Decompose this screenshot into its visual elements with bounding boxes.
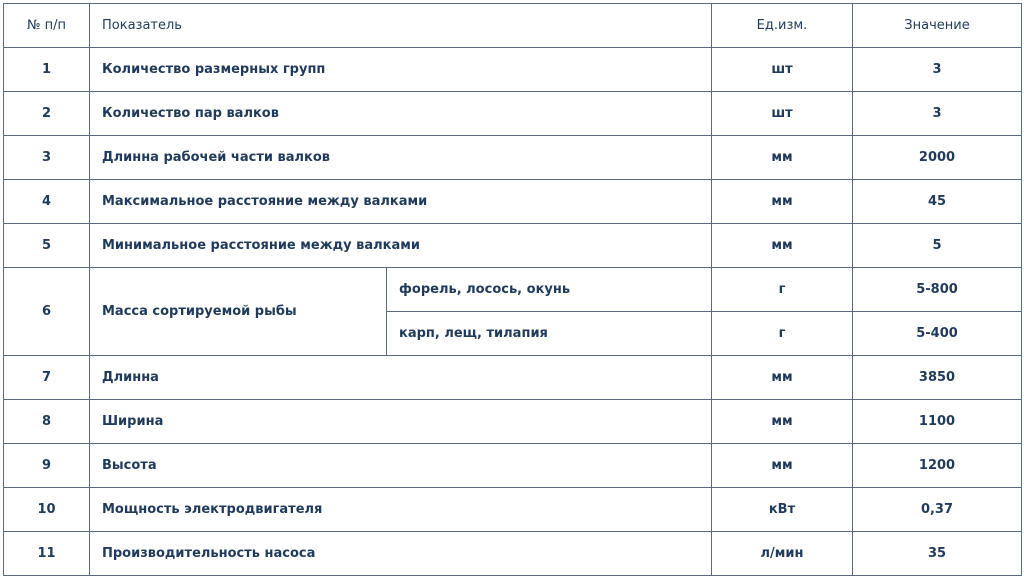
- row-value: 35: [853, 532, 1022, 576]
- row-parameter: Ширина: [90, 400, 712, 444]
- row-number: 2: [4, 92, 90, 136]
- row-value: 5: [853, 224, 1022, 268]
- header-parameter: Показатель: [90, 4, 712, 48]
- row-number: 3: [4, 136, 90, 180]
- table-row: [4, 180, 1022, 224]
- row-parameter: Производительность насоса: [90, 532, 712, 576]
- row-parameter: Количество пар валков: [90, 92, 712, 136]
- row-value: 2000: [853, 136, 1022, 180]
- row-unit: г: [712, 312, 853, 356]
- row-unit: шт: [712, 48, 853, 92]
- row-unit: мм: [712, 180, 853, 224]
- row-number: 10: [4, 488, 90, 532]
- row-value: 3: [853, 48, 1022, 92]
- row-unit: мм: [712, 356, 853, 400]
- row-value: 0,37: [853, 488, 1022, 532]
- specifications-table: [3, 3, 1022, 576]
- table-row: [4, 356, 1022, 400]
- row-value: 5-400: [853, 312, 1022, 356]
- row-unit: мм: [712, 444, 853, 488]
- row-unit: мм: [712, 224, 853, 268]
- table-row: [4, 136, 1022, 180]
- row-parameter: Мощность электродвигателя: [90, 488, 712, 532]
- row-unit: мм: [712, 136, 853, 180]
- row-number: 6: [4, 268, 90, 356]
- header-number: № п/п: [4, 4, 90, 48]
- row-subparameter: форель, лосось, окунь: [387, 268, 712, 312]
- table-row: [4, 444, 1022, 488]
- row-parameter: Максимальное расстояние между валками: [90, 180, 712, 224]
- row-parameter: Масса сортируемой рыбы: [90, 268, 387, 356]
- row-parameter: Количество размерных групп: [90, 48, 712, 92]
- row-subparameter: карп, лещ, тилапия: [387, 312, 712, 356]
- row-value: 3: [853, 92, 1022, 136]
- table-row: [4, 532, 1022, 576]
- table-row: [4, 400, 1022, 444]
- row-number: 4: [4, 180, 90, 224]
- header-value: Значение: [853, 4, 1022, 48]
- header-unit: Ед.изм.: [712, 4, 853, 48]
- row-value: 3850: [853, 356, 1022, 400]
- table-row: [4, 268, 1022, 312]
- row-number: 1: [4, 48, 90, 92]
- table-row: [4, 224, 1022, 268]
- row-number: 9: [4, 444, 90, 488]
- row-unit: шт: [712, 92, 853, 136]
- row-unit: г: [712, 268, 853, 312]
- row-parameter: Длинна: [90, 356, 712, 400]
- row-unit: л/мин: [712, 532, 853, 576]
- row-unit: кВт: [712, 488, 853, 532]
- row-parameter: Длинна рабочей части валков: [90, 136, 712, 180]
- row-value: 5-800: [853, 268, 1022, 312]
- row-number: 7: [4, 356, 90, 400]
- row-number: 11: [4, 532, 90, 576]
- row-value: 1200: [853, 444, 1022, 488]
- row-number: 8: [4, 400, 90, 444]
- row-parameter: Минимальное расстояние между валками: [90, 224, 712, 268]
- table-row: [4, 48, 1022, 92]
- row-value: 1100: [853, 400, 1022, 444]
- table-header-row: [4, 4, 1022, 48]
- table-row: [4, 92, 1022, 136]
- table-row: [4, 488, 1022, 532]
- row-number: 5: [4, 224, 90, 268]
- row-unit: мм: [712, 400, 853, 444]
- row-value: 45: [853, 180, 1022, 224]
- row-parameter: Высота: [90, 444, 712, 488]
